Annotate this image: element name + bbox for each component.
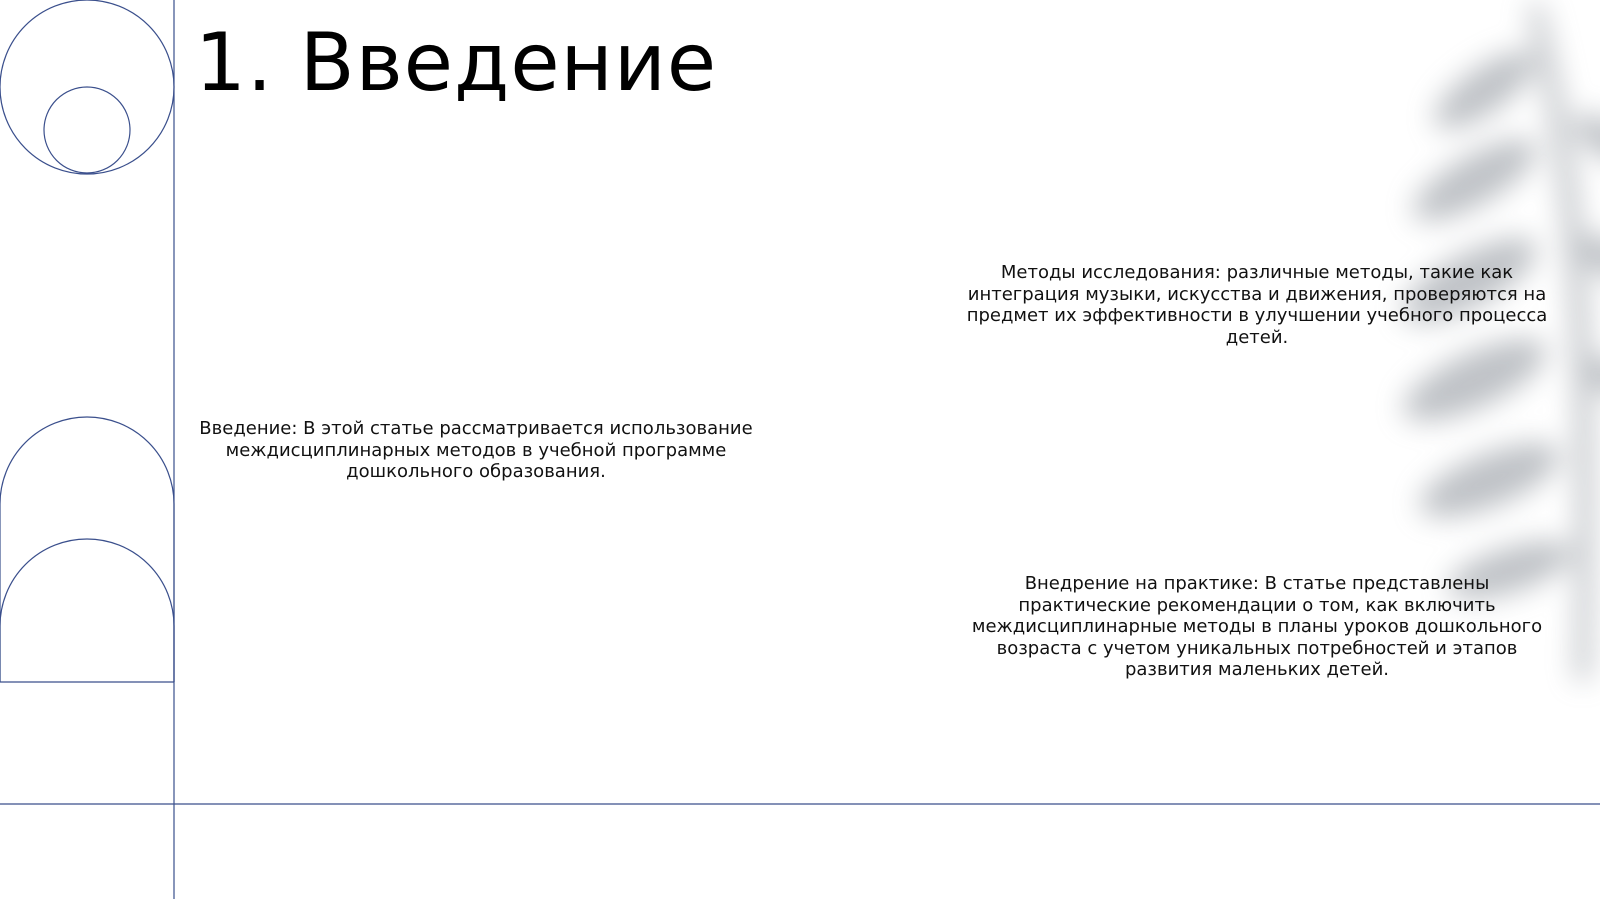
methods-text-block: Методы исследования: различные методы, такие как интеграция музыки, искусства и движения, проверяются на предмет их эффективности в улучшении учебного процесса детей. — [966, 262, 1548, 348]
upper-arch-outline — [0, 417, 174, 682]
small-circle-outline — [44, 87, 130, 173]
slide-title: 1. Введение — [195, 16, 718, 109]
intro-text-block: Введение: В этой статье рассматривается использование междисциплинарных методов в учебной программе дошкольного образования. — [199, 418, 753, 482]
practice-text-block: Внедрение на практике: В статье представлены практические рекомендации о том, как включить междисциплинарные методы в планы уроков дошкольного возраста с учетом уникальных потребностей и этапов развития маленьких детей. — [971, 573, 1543, 680]
lower-arch-outline — [0, 539, 174, 682]
